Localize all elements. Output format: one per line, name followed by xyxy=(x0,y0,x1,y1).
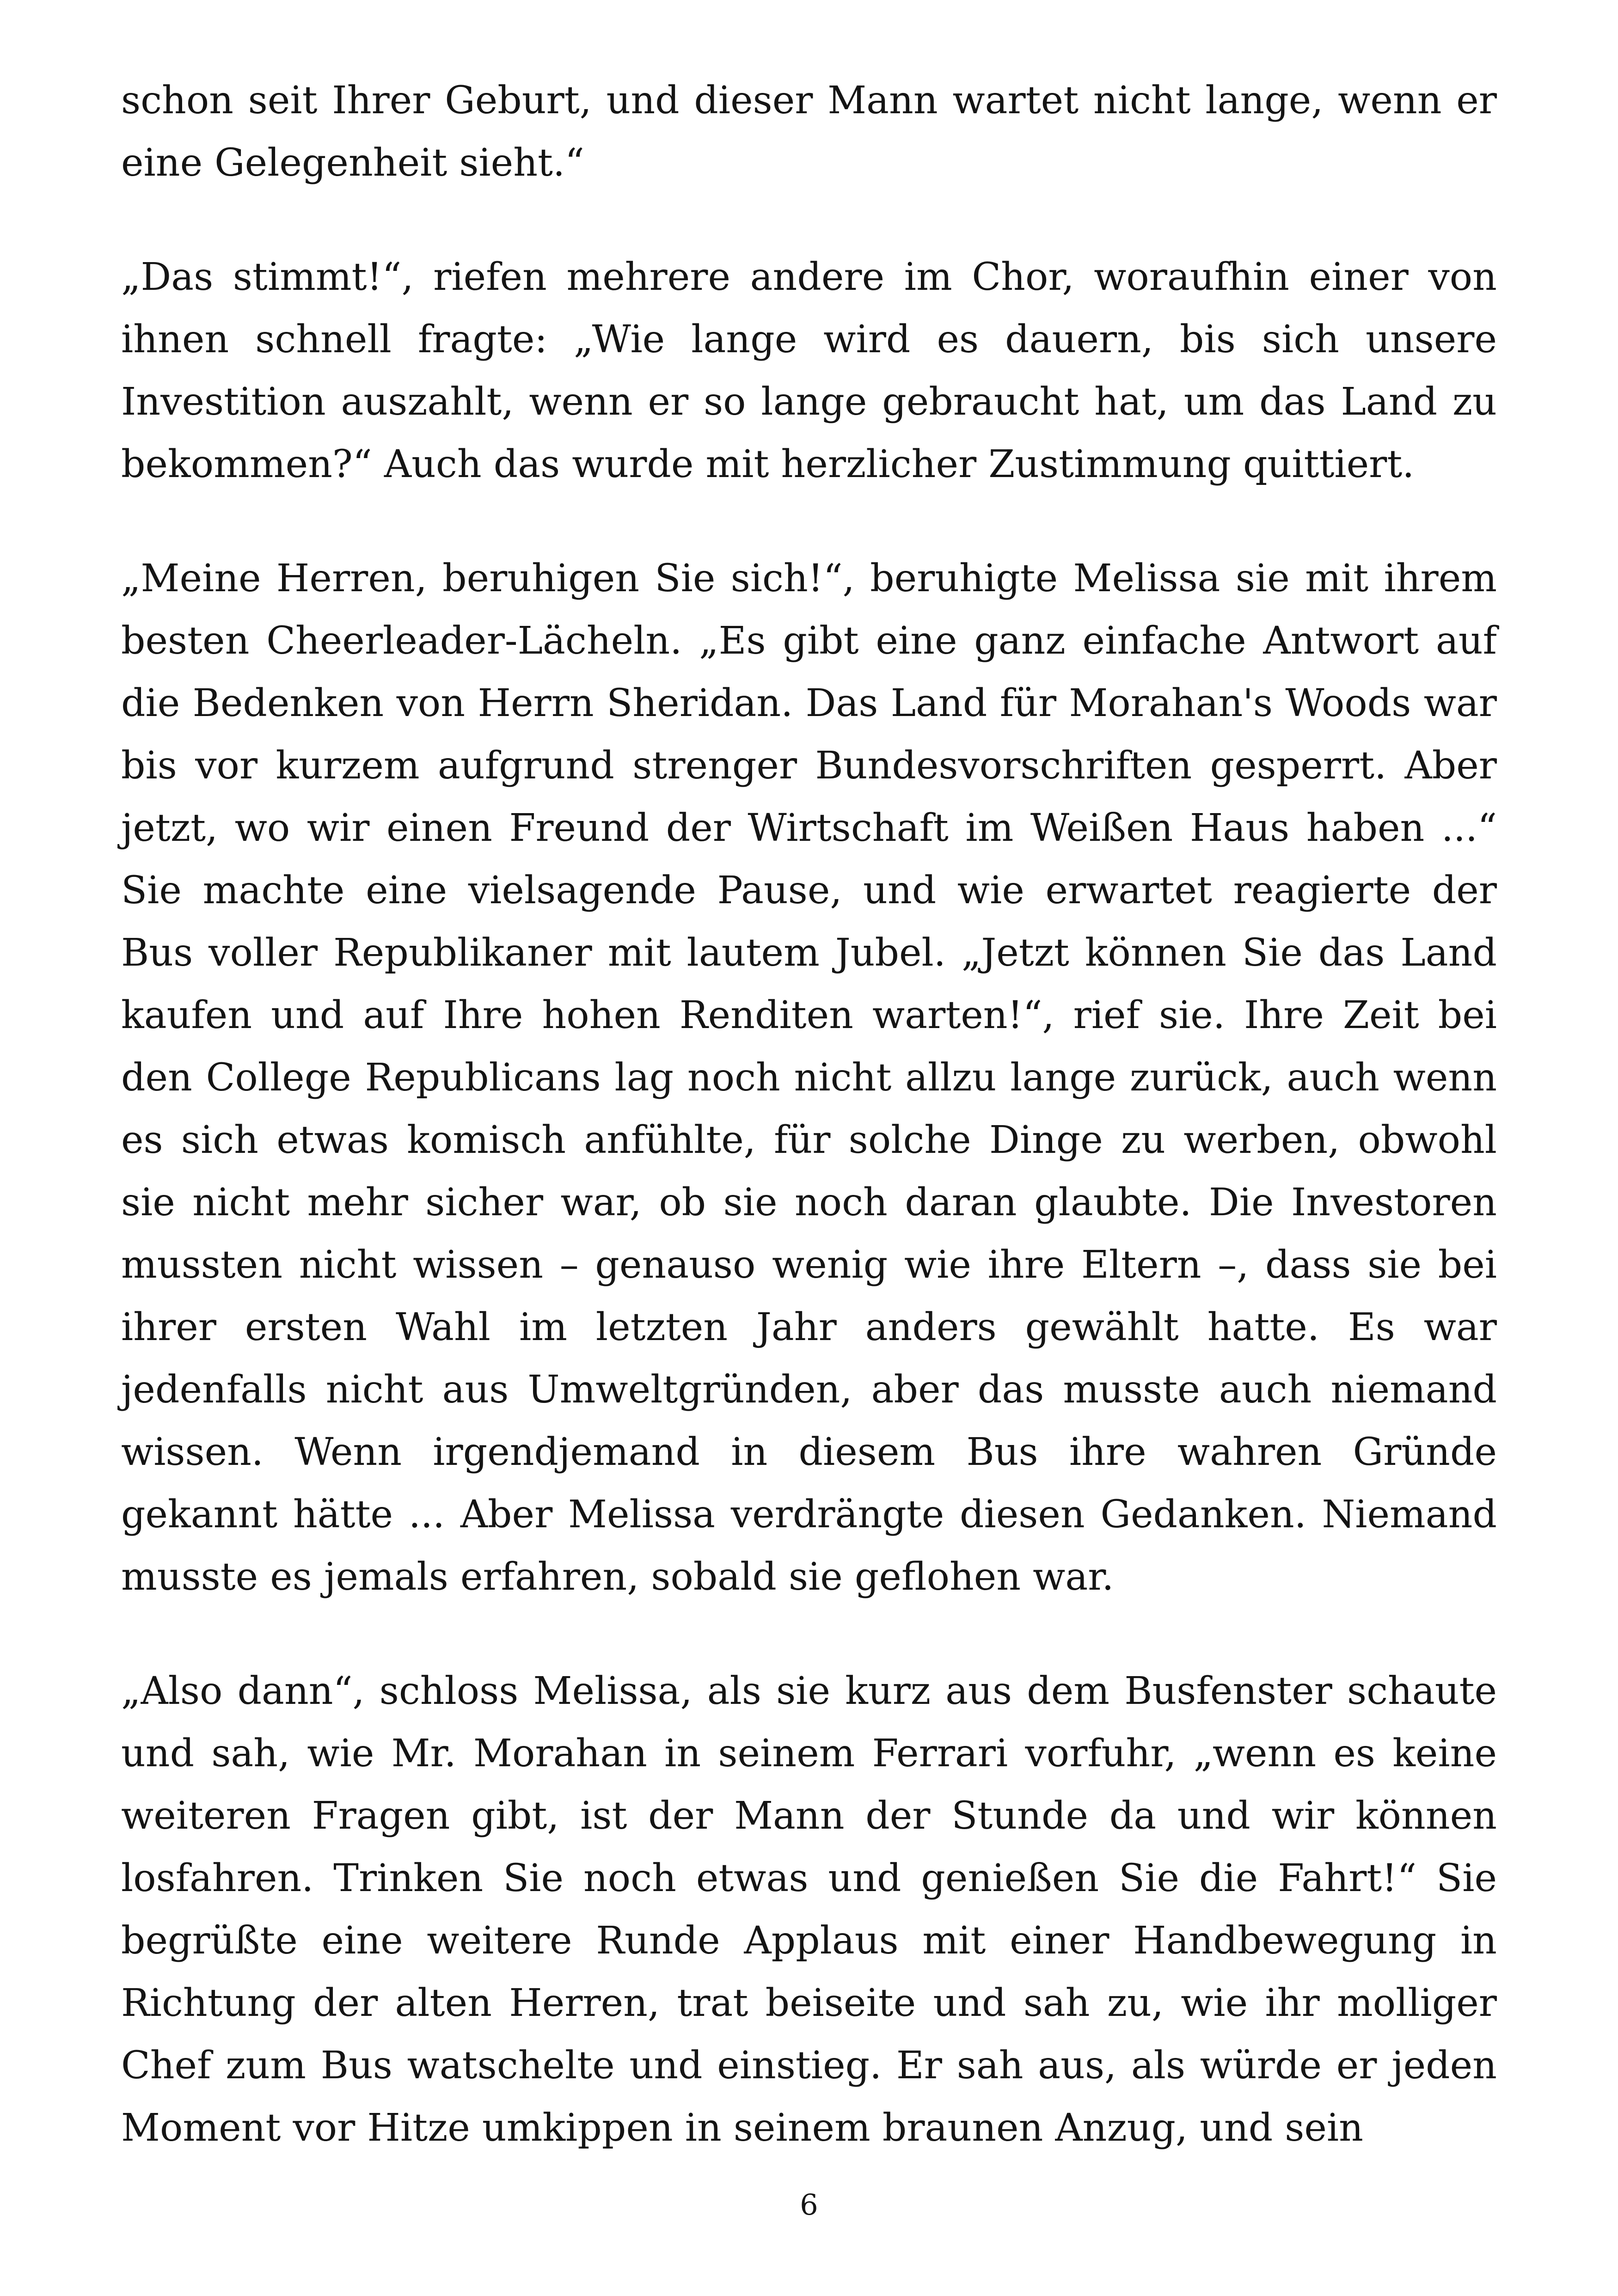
paragraph-1: schon seit Ihrer Geburt, und dieser Mann wartet nicht lange, wenn er eine Gelegenheit sieht.“ xyxy=(121,79,1497,185)
paragraph-2: „Das stimmt!“, riefen mehrere andere im Chor, woraufhin einer von ihnen schnell fragte: „Wie lange wird es dauern, bis sich unsere Investition auszahlt, wenn er so lange gebraucht hat, um das Land zu bekommen?“ Auch das wurde mit herzlicher Zustimmung quittiert. xyxy=(121,255,1497,486)
page-body xyxy=(121,69,1497,2159)
paragraph-4: „Also dann“, schloss Melissa, als sie kurz aus dem Busfenster schaute und sah, wie Mr. Morahan in seinem Ferrari vorfuhr, „wenn es keine weiteren Fragen gibt, ist der Mann der Stunde da und wir können losfahren. Trinken Sie noch etwas und genießen Sie die Fahrt!“ Sie begrüßte eine weitere Runde Applaus mit einer Handbewegung in Richtung der alten Herren, trat beiseite und sah zu, wie ihr molliger Chef zum Bus watschelte und einstieg. Er sah aus, als würde er jeden Moment vor Hitze umkippen in seinem braunen Anzug, und sein xyxy=(121,1669,1497,2150)
paragraph-3: „Meine Herren, beruhigen Sie sich!“, beruhigte Melissa sie mit ihrem besten Cheerleader-Lächeln. „Es gibt eine ganz einfache Antwort auf die Bedenken von Herrn Sheridan. Das Land für Morahan's Woods war bis vor kurzem aufgrund strenger Bundesvorschriften gesperrt. Aber jetzt, wo wir einen Freund der Wirtschaft im Weißen Haus haben ...“ Sie machte eine vielsagende Pause, und wie erwartet reagierte der Bus voller Republikaner mit lautem Jubel. „Jetzt können Sie das Land kaufen und auf Ihre hohen Renditen warten!“, rief sie. Ihre Zeit bei den College Republicans lag noch nicht allzu lange zurück, auch wenn es sich etwas komisch anfühlte, für solche Dinge zu werben, obwohl sie nicht mehr sicher war, ob sie noch daran glaubte. Die Investoren mussten nicht wissen – genauso wenig wie ihre Eltern –, dass sie bei ihrer ersten Wahl im letzten Jahr anders gewählt hatte. Es war jedenfalls nicht aus Umweltgründen, aber das musste auch niemand wissen. Wenn irgendjemand in diesem Bus ihre wahren Gründe gekannt hätte ... Aber Melissa verdrängte diesen Gedanken. Niemand musste es jemals erfahren, sobald sie geflohen war. xyxy=(121,557,1497,1599)
page-number: 6 xyxy=(800,2188,818,2222)
